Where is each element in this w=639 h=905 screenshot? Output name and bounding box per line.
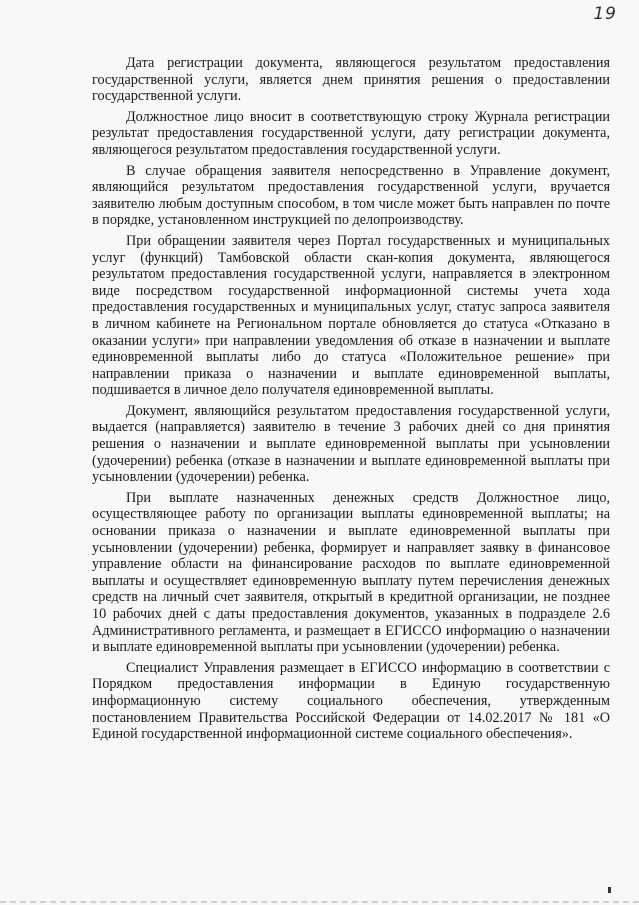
- paragraph-egisso: Специалист Управления размещает в ЕГИССО информацию в соответствии с Порядком предоставления информации в Единую государственную информационную систему социального обеспечения, утвержденным постановлением Правительства Российской Федерации от 14.02.2017 № 181 «О Единой государственной информационной системе социального обеспечения».: [92, 659, 610, 743]
- document-body: [92, 55, 610, 747]
- scan-edge-divider: [0, 901, 639, 903]
- paragraph-payment: При выплате назначенных денежных средств Должностное лицо, осуществляющее работу по организации выплаты единовременной выплаты; на основании приказа о назначении и выплате единовременной выплаты при усыновлении (удочерении) ребенка, формирует и направляет заявку в финансовое управление области на финансирование расходов по выплате единовременной выплаты и осуществляет единовременную выплату путем перечисления денежных средств на личный счет заявителя, открытый в кредитной организации, не позднее 10 рабочих дней с даты предоставления документов, указанных в подразделе 2.6 Административного регламента, и размещает в ЕГИССО информацию о назначении и выплате единовременной выплаты при усыновлении (удочерении) ребенка.: [92, 489, 610, 656]
- scan-mark: [608, 887, 611, 893]
- page-number: 19: [593, 4, 617, 24]
- paragraph-direct-appeal: В случае обращения заявителя непосредственно в Управление документ, являющийся результатом предоставления государственной услуги, вручается заявителю любым доступным способом, в том числе может быть направлен по почте в порядке, установленном инструкцией по делопроизводству.: [92, 162, 610, 229]
- paragraph-portal-appeal: При обращении заявителя через Портал государственных и муниципальных услуг (функций) Тамбовской области скан-копия документа, являющегося результатом предоставления государственной услуги, направляется в электронном виде посредством государственной информационной системы учета хода предоставления государственных и муниципальных услуг, статус запроса заявителя в личном кабинете на Региональном портале обновляется до статуса «Отказано в оказании услуги» при направлении уведомления об отказе в назначении и выплате единовременной выплаты либо до статуса «Положительное решение» при направлении приказа о назначении и выплате единовременной выплаты, подшивается в личное дело получателя единовременной выплаты.: [92, 232, 610, 399]
- paragraph-registration-date: Дата регистрации документа, являющегося результатом предоставления государственной услуги, является днем принятия решения о предоставлении государственной услуги.: [92, 55, 610, 105]
- paragraph-document-issue: Документ, являющийся результатом предоставления государственной услуги, выдается (направляется) заявителю в течение 3 рабочих дней со дня принятия решения о назначении и выплате единовременной выплаты при усыновлении (удочерении) ребенка (отказе в назначении и выплате единовременной выплаты при усыновлении (удочерении) ребенка.: [92, 402, 610, 486]
- paragraph-journal-entry: Должностное лицо вносит в соответствующую строку Журнала регистрации результат предоставления государственной услуги, дату регистрации документа, являющегося результатом предоставления государственной услуги.: [92, 108, 610, 158]
